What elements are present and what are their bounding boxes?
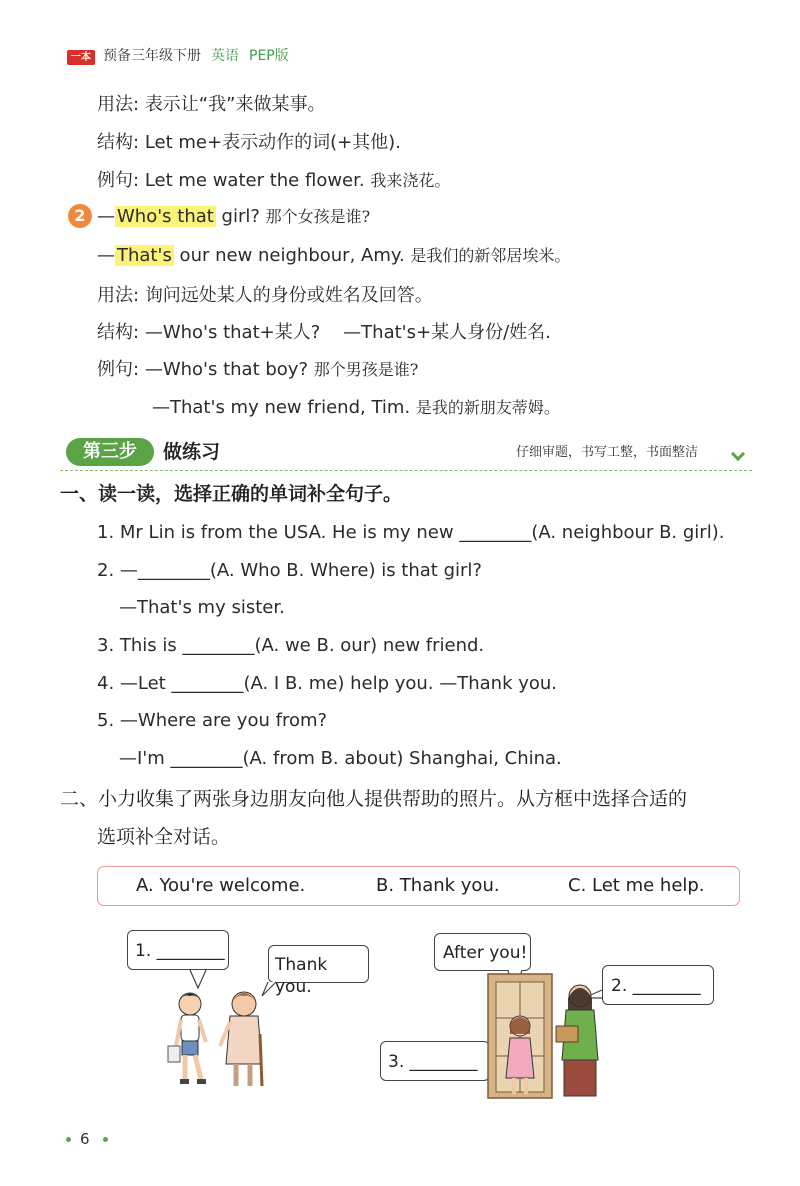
- book-title: [103, 46, 289, 66]
- g2-usage: 用法: 询问远处某人的身份或姓名及回答。: [97, 285, 433, 306]
- g1-structure: 结构: Let me+表示动作的词(+其他).: [97, 132, 401, 153]
- grandma-figure: [220, 992, 262, 1086]
- highlight-whos-that: Who's that: [117, 206, 214, 227]
- bubble-tail: [190, 970, 206, 988]
- g1-usage: 用法: 表示让“我”来做某事。: [97, 94, 326, 115]
- option-c: C. Let me help.: [568, 875, 705, 896]
- g2-structure: 结构: —Who's that+某人? —That's+某人身份/姓名.: [97, 322, 551, 343]
- step-title: 做练习: [163, 441, 221, 463]
- step-tip: 仔细审题，书写工整，书面整洁: [516, 445, 699, 460]
- book-subject: 英语: [211, 48, 239, 64]
- ex1-line-1: 1. Mr Lin is from the USA. He is my new ________(A. neighbour B. girl).: [97, 522, 725, 543]
- exercise2-heading-line2: 选项补全对话。: [97, 826, 231, 848]
- ex1-line-2-answer: —That's my sister.: [119, 597, 285, 618]
- highlight-thats: That's: [117, 245, 172, 266]
- woman-figure: [556, 985, 598, 1096]
- footer-dot-left: [66, 1137, 71, 1142]
- boy-figure: [168, 993, 206, 1084]
- speech-bubble-1: 1. ________: [127, 930, 229, 970]
- ex1-line-2: 2. —________(A. Who B. Where) is that girl?: [97, 560, 482, 581]
- g2-example-question: 例句: —Who's that boy? 那个男孩是谁?: [97, 359, 419, 380]
- illustration-boy-and-grandma: [150, 968, 290, 1098]
- g2-answer-line: — That's our new neighbour, Amy. 是我们的新邻居埃米。: [97, 245, 571, 266]
- option-a: A. You're welcome.: [136, 875, 306, 896]
- option-b: B. Thank you.: [376, 875, 500, 896]
- illustration-door-scene: [480, 968, 610, 1100]
- ex1-line-3: 3. This is ________(A. we B. our) new friend.: [97, 635, 485, 656]
- book-edition: PEP版: [249, 48, 289, 64]
- footer-dot-right: [103, 1137, 108, 1142]
- g2-question-line: — Who's that girl? 那个女孩是谁?: [97, 206, 371, 227]
- options-box: [97, 866, 740, 906]
- ex1-line-5: 5. —Where are you from?: [97, 710, 328, 731]
- ex1-line-4: 4. —Let ________(A. I B. me) help you. —Thank you.: [97, 673, 558, 694]
- speech-bubble-after-you: After you!: [434, 933, 531, 971]
- step-banner: 第三步: [66, 438, 154, 466]
- checkmark-icon: [731, 447, 745, 461]
- section-divider: [60, 470, 752, 471]
- bubble-tail: [262, 982, 276, 996]
- page-number: 6: [80, 1130, 90, 1148]
- exercise1-heading: 一、读一读，选择正确的单词补全句子。: [60, 483, 403, 505]
- g2-example-answer: —That's my new friend, Tim. 是我的新朋友蒂姆。: [152, 397, 560, 418]
- speech-bubble-2: 2. ________: [602, 965, 714, 1005]
- book-grade: 预备三年级下册: [103, 48, 201, 64]
- speech-bubble-3: 3. ________: [380, 1041, 490, 1081]
- number-badge-2: 2: [68, 204, 92, 228]
- ex1-line-5-answer: —I'm ________(A. from B. about) Shanghai, China.: [119, 748, 562, 769]
- g1-example: 例句: Let me water the flower. 我来浇花。: [97, 170, 451, 191]
- speech-bubble-thank-you: Thank you.: [268, 945, 369, 983]
- exercise2-heading-line1: 二、小力收集了两张身边朋友向他人提供帮助的照片。从方框中选择合适的: [60, 788, 688, 810]
- brand-logo: 一本: [67, 50, 95, 65]
